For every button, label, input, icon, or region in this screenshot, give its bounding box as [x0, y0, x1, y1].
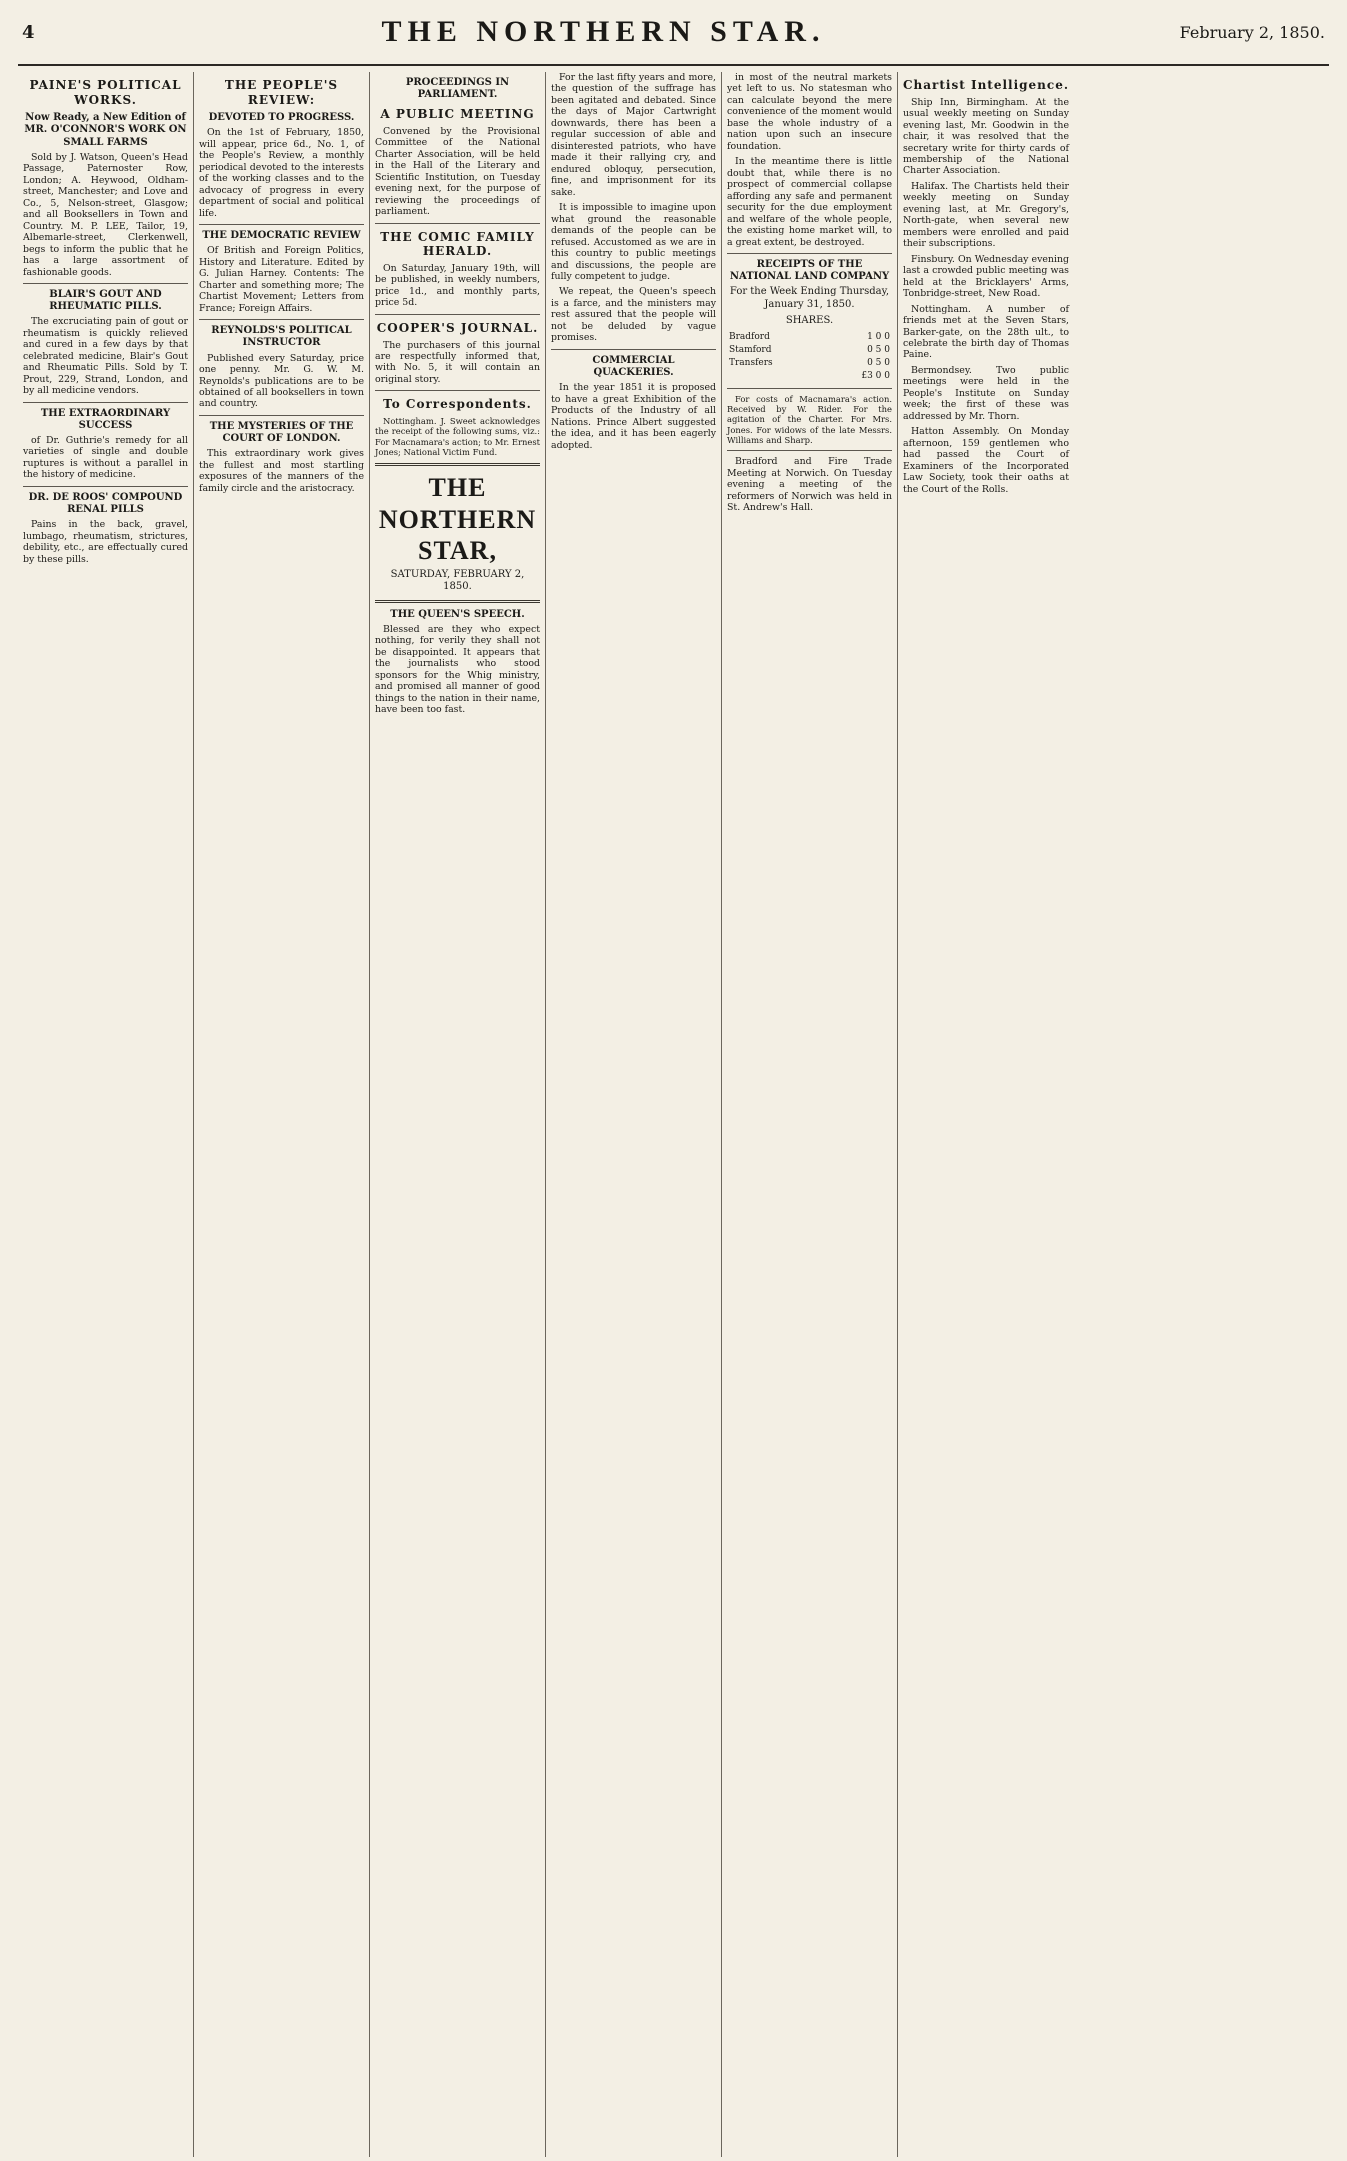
- article-text: For the last fifty years and more, the question of the suffrage has been agitated and debated. Since the days of Major Cartwright downwards, there has been a regular succession of able and disinterested patriots, who have made it their rallying cry, and endured obloquy, persecution, fine, and imprisonment for its sake.: [551, 72, 716, 198]
- divider: [23, 402, 188, 403]
- divider: [23, 486, 188, 487]
- article-text: Blessed are they who expect nothing, for verily they shall not be disappointed. It appears that the journalists who stood sponsors for the Whig ministry, and promised all manner of good things to the nation in their name, have been too fast.: [375, 623, 540, 715]
- divider: [375, 390, 540, 391]
- column-1: [18, 72, 194, 2157]
- article-text: Bradford and Fire Trade Meeting at Norwich. On Tuesday evening a meeting of the reformers of Norwich was held in St. Andrew's Hall.: [727, 456, 892, 513]
- editorial-dateline: SATURDAY, FEBRUARY 2, 1850.: [390, 569, 525, 593]
- correspondents-heading: To Correspondents.: [383, 397, 532, 412]
- editorial-masthead: THE NORTHERN STAR,: [378, 473, 537, 566]
- ad-text: On the 1st of February, 1850, will appear, price 6d., No. 1, of the People's Review, a monthly periodical devoted to the interests of the working classes and to the advocacy of progress in every department of social and political life.: [199, 127, 364, 219]
- ad-heading: DR. DE ROOS' COMPOUND RENAL PILLS: [28, 491, 183, 516]
- ad-subtitle: DEVOTED TO PROGRESS.: [208, 112, 355, 124]
- columns: [18, 66, 1329, 2157]
- ad-heading: THE DEMOCRATIC REVIEW: [202, 230, 361, 242]
- article-text: In the year 1851 it is proposed to have a great Exhibition of the Products of the Industry of all Nations. Prince Albert suggested the idea, and it has been eagerly adopted.: [551, 382, 716, 451]
- ad-title: THE PEOPLE'S REVIEW:: [224, 78, 339, 107]
- ad-text: Of British and Foreign Politics, History and Literature. Edited by G. Julian Harney. Contents: The Charter and something more; The Chartist Movement; Letters from France; Foreign Affairs.: [199, 245, 364, 314]
- divider: [375, 223, 540, 224]
- report-text: Halifax. The Chartists held their weekly meeting on Sunday evening last, at Mr. Gregory's, North-gate, when several new members were enrolled and paid their subscriptions.: [903, 180, 1069, 250]
- table-row: [727, 357, 892, 370]
- divider: [199, 319, 364, 320]
- divider: [551, 349, 716, 350]
- receipts-table: [727, 331, 892, 383]
- divider: [375, 314, 540, 315]
- column-3: [370, 72, 546, 2157]
- report-text: Finsbury. On Wednesday evening last a crowded public meeting was held at the Bricklayers' Arms, Tonbridge-street, New Road.: [903, 253, 1069, 300]
- report-text: Hatton Assembly. On Monday afternoon, 159 gentlemen who had passed the Court of Examiners of the Incorporated Law Society, took their oaths at the Court of the Rolls.: [903, 426, 1069, 495]
- masthead: THE NORTHERN STAR.: [381, 15, 826, 48]
- divider: [199, 415, 364, 416]
- page-header: [18, 0, 1329, 66]
- table-row: [727, 331, 892, 344]
- divider: [375, 600, 540, 603]
- section-heading: PROCEEDINGS IN PARLIAMENT.: [405, 77, 510, 101]
- article-text: In the meantime there is little doubt that, while there is no prospect of commercial collapse affording any safe and permanent security for the due employment and welfare of the whole people, the existing home market will, to a great extent, be destroyed.: [727, 156, 892, 248]
- column-2: [194, 72, 370, 2157]
- row-amount: 0 5 0: [867, 344, 890, 355]
- chartist-intelligence-heading: Chartist Intelligence.: [903, 78, 1070, 92]
- notice-text: On Saturday, January 19th, will be published, in weekly numbers, price 1d., and monthly parts, price 5d.: [375, 263, 540, 309]
- column-6: [898, 72, 1074, 2157]
- ad-text: Sold by J. Watson, Queen's Head Passage, Paternoster Row, London; A. Heywood, Oldham-street, Manchester; and Love and Co., 5, Nelson-street, Glasgow; and all Booksellers in Town and Country. M. P. LEE, Tailor, 19, Albemarle-street, Clerkenwell, begs to inform the public that he has a large assortment of fashionable goods.: [23, 151, 188, 278]
- notice-title: COOPER'S JOURNAL.: [376, 320, 539, 335]
- page-number: 4: [22, 21, 35, 43]
- row-amount: 1 0 0: [867, 331, 890, 342]
- report-text: Ship Inn, Birmingham. At the usual weekly meeting on Sunday evening last, Mr. Goodwin in the chair, it was resolved that the secretary write for thirty cards of membership of the National Charter Association.: [903, 96, 1069, 177]
- table-row: [727, 344, 892, 357]
- divider: [375, 463, 540, 466]
- ad-text: This extraordinary work gives the fullest and most startling exposures of the manners of the family circle and the aristocracy.: [199, 448, 364, 494]
- article-text: in most of the neutral markets yet left to us. No statesman who can calculate beyond the mere convenience of the moment would base the whole industry of a nation upon such an insecure foundation.: [727, 72, 892, 152]
- divider: [199, 224, 364, 225]
- divider: [727, 253, 892, 254]
- ad-title: PAINE'S POLITICAL WORKS.: [29, 78, 182, 107]
- article-text: It is impossible to imagine upon what ground the reasonable demands of the people can be refused. Accustomed as we are in this country to public meetings and discussions, the people are fully competent to judge.: [551, 202, 716, 282]
- receipts-subheading: For the Week Ending Thursday, January 31, 1850.: [729, 286, 890, 310]
- row-name: Bradford: [729, 331, 770, 342]
- shares-label: SHARES.: [785, 314, 834, 326]
- row-amount: 0 5 0: [867, 357, 890, 368]
- ad-heading: THE EXTRAORDINARY SUCCESS: [40, 407, 171, 431]
- divider: [727, 450, 892, 451]
- column-4: [546, 72, 722, 2157]
- article-heading: COMMERCIAL QUACKERIES.: [592, 354, 675, 378]
- ad-text: of Dr. Guthrie's remedy for all varieties of single and double ruptures is without a parallel in the history of medicine.: [23, 435, 188, 481]
- article-heading: THE QUEEN'S SPEECH.: [390, 608, 525, 620]
- issue-date: February 2, 1850.: [1179, 22, 1325, 42]
- receipts-heading: RECEIPTS OF THE NATIONAL LAND COMPANY: [729, 259, 890, 283]
- ad-text: The excruciating pain of gout or rheumatism is quickly relieved and cured in a few days by that celebrated medicine, Blair's Gout and Rheumatic Pills. Sold by T. Prout, 229, Strand, London, and by all medicine vendors.: [23, 316, 188, 397]
- notice-title: A PUBLIC MEETING: [380, 107, 535, 122]
- divider: [727, 388, 892, 389]
- column-5: [722, 72, 898, 2157]
- table-row: [727, 370, 892, 383]
- row-name: Stamford: [729, 344, 772, 355]
- notice-text: The purchasers of this journal are respectfully informed that, with No. 5, it will contain an original story.: [375, 339, 540, 385]
- ad-text: Published every Saturday, price one penny. Mr. G. W. M. Reynolds's publications are to be obtained of all booksellers in town and country.: [199, 352, 364, 410]
- article-text: We repeat, the Queen's speech is a farce, and the ministers may rest assured that the people will not be deluded by vague promises.: [551, 286, 716, 344]
- report-text: Nottingham. A number of friends met at the Seven Stars, Barker-gate, on the 28th ult., to celebrate the birth day of Thomas Paine.: [903, 303, 1069, 361]
- row-name: Transfers: [729, 357, 773, 368]
- receipts-total: £3 0 0: [861, 370, 890, 381]
- receipts-text: For costs of Macnamara's action. Received by W. Rider. For the agitation of the Charter. For Mrs. Jones. For widows of the late Messrs. Williams and Sharp.: [727, 393, 892, 445]
- ad-heading: REYNOLDS'S POLITICAL INSTRUCTOR: [211, 325, 352, 349]
- ad-text: Pains in the back, gravel, lumbago, rheumatism, strictures, debility, etc., are effectually cured by these pills.: [23, 519, 188, 565]
- correspondents-text: Nottingham. J. Sweet acknowledges the receipt of the following sums, viz.: For Macnamara's action; to Mr. Ernest Jones; National Victim Fund.: [375, 416, 540, 457]
- notice-title: THE COMIC FAMILY HERALD.: [380, 229, 535, 259]
- divider: [23, 283, 188, 284]
- ad-heading: THE MYSTERIES OF THE COURT OF LONDON.: [209, 420, 354, 445]
- notice-text: Convened by the Provisional Committee of the National Charter Association, will be held in the Hall of the Literary and Scientific Institution, on Tuesday evening next, for the purpose of reviewing the proceedings of parliament.: [375, 126, 540, 218]
- ad-heading: BLAIR'S GOUT AND RHEUMATIC PILLS.: [49, 288, 162, 313]
- ad-subtitle: Now Ready, a New Edition of MR. O'CONNOR'S WORK ON SMALL FARMS: [24, 112, 187, 148]
- report-text: Bermondsey. Two public meetings were held in the People's Institute on Sunday week; the first of these was addressed by Mr. Thorn.: [903, 364, 1069, 422]
